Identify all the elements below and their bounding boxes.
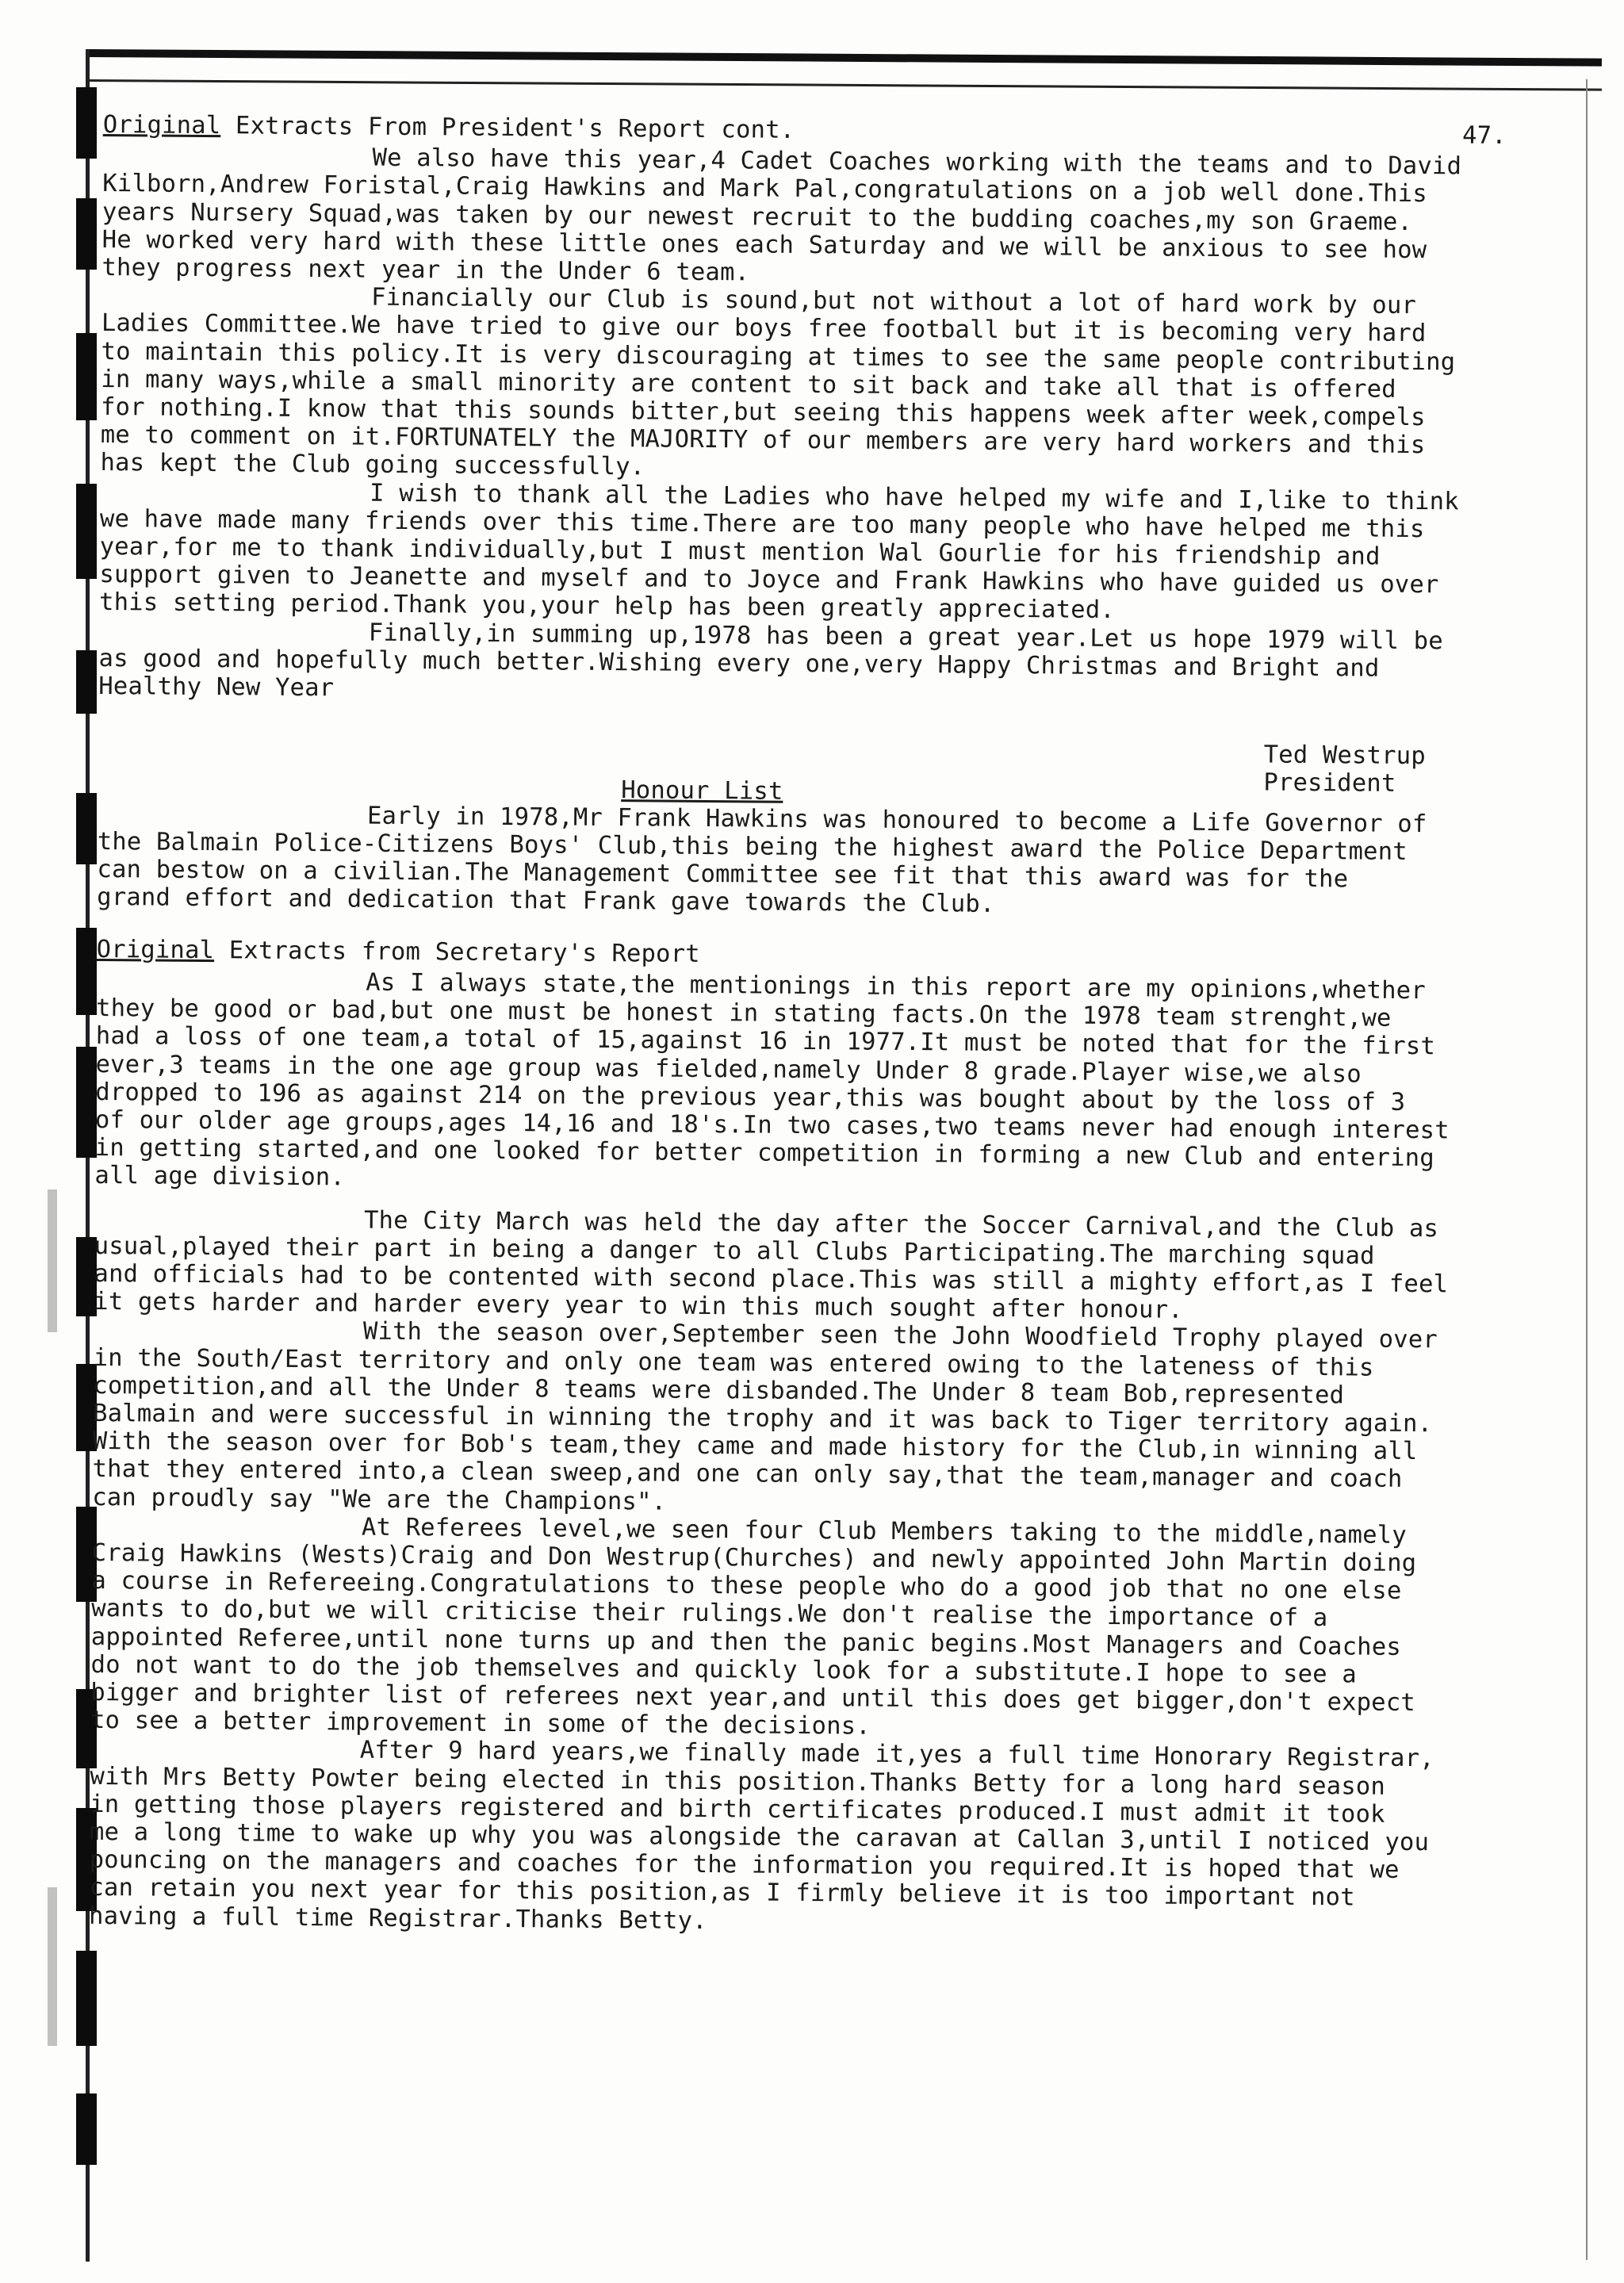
- paragraph: With the season over,September seen the John Woodfield Trophy played over in the South/East territory and only one team was entered owing to the lateness of this competition,and all the Under 8 teams were disbanded.The Under 8 team Bob,represented Balmain and were successful in winning the trophy and it was back to Tiger territory again. With the season over for Bob's team,they came and made history for the Club,in winning all that they entered into,a clean sweep,and one can only say,that the team,manager and coach can proudly say "We are the Champions".: [92, 1317, 1438, 1516]
- honour-list-heading: Honour List: [621, 776, 783, 806]
- signature-name: Ted Westrup: [1263, 741, 1426, 771]
- binding-hole-mark: [76, 1047, 97, 1158]
- section-heading: Extracts From President's Report cont.: [235, 112, 795, 144]
- binding-hole-mark: [76, 793, 97, 864]
- paragraph: The City March was held the day after the Soccer Carnival,and the Club as usual,played their part in being a danger to all Clubs Participating.The marching squad and officials had to be contented with second place.This was still a mighty effort,as I feel it gets harder and harder every year to win this much sought after honour.: [94, 1206, 1449, 1324]
- signature-title: President: [1263, 768, 1396, 799]
- paragraph: At Referees level,we seen four Club Members taking to the middle,namely Craig Hawkins (Wests)Craig and Don Westrup(Churches) and newly appointed John Martin doing a course in Refereeing.Congratulations to these people who do a good job that no one else wants to do,but we will criticise their rulings.We don't realise the importance of a appointed Referee,until none turns up and then the panic begins.Most Managers and Coaches do not want to do the job themselves and quickly look for a substitute.I hope to see a bigger and brighter list of referees next year,and until this does get bigger,don't expect to see a better improvement in some of the decisions.: [90, 1513, 1417, 1741]
- binding-hole-mark: [76, 928, 97, 1015]
- scan-shadow: [48, 1887, 57, 2046]
- section-heading: Extracts from Secretary's Report: [228, 936, 700, 968]
- paragraph: Early in 1978,Mr Frank Hawkins was honoured to become a Life Governor of the Balmain Police-Citizens Boys' Club,this being the highest award the Police Department can bestow on a civilian.The Management Committee see fit that this award was for the grand effort and dedication that Frank gave towards the Club.: [97, 802, 1427, 919]
- binding-hole-mark: [76, 198, 97, 270]
- paragraph: Financially our Club is sound,but not without a lot of hard work by our Ladies Committee.We have tried to give our boys free football but it is becoming very hard to maintain this policy.It is very discouraging at times to see the same people contributing in many ways,while a small minority are content to sit back and take all that is offered for nothing.I know that this sounds bitter,but seeing this happens week after week,compels me to comment on it.FORTUNATELY the MAJORITY of our members are very hard workers and this has kept the Club going successfully.: [100, 283, 1456, 481]
- binding-hole-mark: [76, 87, 97, 159]
- paragraph: After 9 hard years,we finally made it,yes a full time Honorary Registrar, with Mrs Betty Powter being elected in this position.Thanks Betty for a long hard season in getting those players registered and birth certificates produced.I must admit it took me a long time to wake up why you was alongside the caravan at Callan 3,until I noticed you pouncing on the managers and coaches for the information you required.It is hoped that we can retain you next year for this position,as I firmly believe it is too important not having a full time Registrar.Thanks Betty.: [88, 1736, 1434, 1935]
- binding-hole-mark: [76, 650, 97, 714]
- page-border-right: [1586, 79, 1588, 2260]
- binding-hole-mark: [76, 484, 97, 579]
- document-page: [89, 111, 1538, 1941]
- section-label: Original: [96, 935, 215, 964]
- page-number: 47.: [1461, 121, 1507, 150]
- paragraph: We also have this year,4 Cadet Coaches working with the teams and to David Kilborn,Andrew Foristal,Craig Hawkins and Mark Pal,congratulations on a job well done.This years Nursery Squad,was taken by our newest recruit to the budding coaches,my son Graeme. He worked very hard with these little ones each Saturday and we will be anxious to see how they progress next year in the Under 6 team.: [102, 144, 1462, 287]
- paragraph: Finally,in summing up,1978 has been a great year.Let us hope 1979 will be as good and hopefully much better.Wishing every one,very Happy Christmas and Bright and Healthy New Year: [98, 619, 1444, 703]
- binding-hole-mark: [76, 2093, 97, 2165]
- section-label: Original: [102, 111, 221, 140]
- page-border-top: [87, 49, 1602, 67]
- page-border-rule: [86, 79, 1602, 91]
- paragraph: As I always state,the mentionings in this report are my opinions,whether they be good or bad,but one must be honest in stating facts.On the 1978 team strenght,we had a loss of one team,a total of 15,against 16 in 1977.It must be noted that for the first ever,3 teams in the one age group was fielded,namely Under 8 grade.Player wise,we also dropped to 196 as against 214 on the previous year,this was bought about by the loss of 3 of our older age groups,ages 14,16 and 18's.In two cases,two teams never had enough interest in getting started,and one looked for better competition in forming a new Club and entering all age division.: [94, 968, 1450, 1192]
- binding-hole-mark: [76, 333, 97, 420]
- scan-shadow: [48, 1189, 57, 1332]
- paragraph: I wish to thank all the Ladies who have helped my wife and I,like to think we have made many friends over this time.There are too many people who have helped me this year,for me to thank individually,but I must mention Wal Gourlie for his friendship and support given to Jeanette and myself and to Joyce and Frank Hawkins who have guided us over this setting period.Thank you,your help has been greatly appreciated.: [98, 479, 1459, 625]
- binding-hole-mark: [76, 1951, 97, 2046]
